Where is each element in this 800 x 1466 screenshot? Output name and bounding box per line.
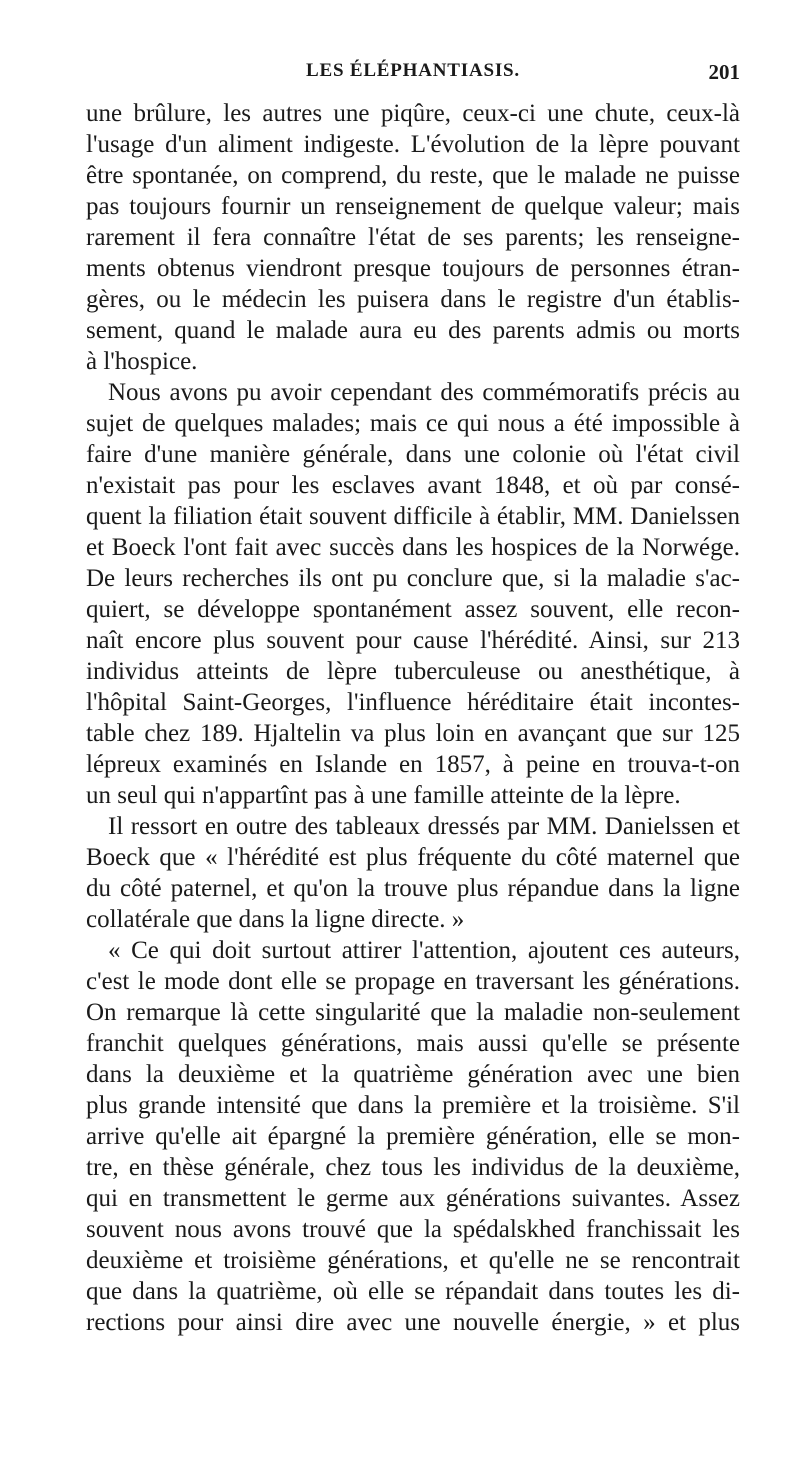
text-line: collatérale que dans la ligne directe. »: [86, 906, 465, 933]
text-line: Il ressort en outre des tableaux dressés par MM. Danielssen et: [108, 813, 740, 840]
text-line: faire d'une manière générale, dans une colonie où l'état civil: [86, 441, 740, 468]
text-line: sujet de quelques malades; mais ce qui nous a été impossible à: [86, 410, 740, 437]
text-line: franchit quelques générations, mais aussi qu'elle se présente: [86, 1030, 740, 1057]
text-line: plus grande intensité que dans la première et la troisième. S'il: [86, 1092, 740, 1119]
text-line: rections pour ainsi dire avec une nouvelle énergie, » et plus: [86, 1309, 740, 1336]
text-line: deuxième et troisième générations, et qu'elle ne se rencontrait: [86, 1247, 740, 1274]
text-line: qui en transmettent le germe aux générations suivantes. Assez: [86, 1185, 740, 1212]
text-line: On remarque là cette singularité que la maladie non-seulement: [86, 999, 740, 1026]
text-line: De leurs recherches ils ont pu conclure que, si la maladie s'ac-: [86, 565, 740, 592]
text-line: tre, en thèse générale, chez tous les individus de la deuxième,: [86, 1154, 740, 1181]
text-line: dans la deuxième et la quatrième génération avec une bien: [86, 1061, 740, 1088]
text-line: souvent nous avons trouvé que la spédalskhed franchissait les: [86, 1216, 740, 1243]
text-line: n'existait pas pour les esclaves avant 1848, et où par consé-: [86, 472, 740, 499]
text-line: « Ce qui doit surtout attirer l'attention, ajoutent ces auteurs,: [108, 937, 740, 964]
text-line: c'est le mode dont elle se propage en traversant les générations.: [86, 968, 740, 995]
text-line: Boeck que « l'hérédité est plus fréquente du côté maternel que: [86, 844, 740, 871]
text-line: arrive qu'elle ait épargné la première génération, elle se mon-: [86, 1123, 740, 1150]
text-line: gères, ou le médecin les puisera dans le registre d'un établis-: [86, 286, 740, 313]
text-line: ments obtenus viendront presque toujours de personnes étran-: [86, 255, 740, 282]
text-line: pas toujours fournir un renseignement de quelque valeur; mais: [86, 193, 740, 220]
text-line: lépreux examinés en Islande en 1857, à peine en trouva-t-on: [86, 751, 740, 778]
paragraph: [86, 935, 740, 1338]
running-title: LES ÉLÉPHANTIASIS.: [306, 60, 520, 81]
text-line: naît encore plus souvent pour cause l'hérédité. Ainsi, sur 213: [86, 627, 740, 654]
text-line: une brûlure, les autres une piqûre, ceux-ci une chute, ceux-là: [86, 100, 740, 127]
text-line: que dans la quatrième, où elle se répandait dans toutes les di-: [86, 1278, 740, 1305]
paragraph: [86, 98, 740, 377]
text-line: un seul qui n'appartînt pas à une famille atteinte de la lèpre.: [86, 782, 681, 809]
text-line: individus atteints de lèpre tuberculeuse ou anesthétique, à: [86, 658, 740, 685]
text-line: être spontanée, on comprend, du reste, que le malade ne puisse: [86, 162, 740, 189]
running-head: [86, 60, 740, 88]
text-line: rarement il fera connaître l'état de ses parents; les renseigne-: [86, 224, 740, 251]
text-line: à l'hospice.: [86, 348, 198, 375]
text-line: l'usage d'un aliment indigeste. L'évolution de la lèpre pouvant: [86, 131, 740, 158]
text-line: sement, quand le malade aura eu des parents admis ou morts: [86, 317, 740, 344]
paragraph: [86, 377, 740, 811]
text-line: l'hôpital Saint-Georges, l'influence héréditaire était incontes-: [86, 689, 740, 716]
page-number: 201: [708, 60, 740, 84]
paragraph: [86, 811, 740, 935]
text-line: du côté paternel, et qu'on la trouve plus répandue dans la ligne: [86, 875, 740, 902]
text-line: quent la filiation était souvent difficile à établir, MM. Danielssen: [86, 503, 740, 530]
text-line: Nous avons pu avoir cependant des commémoratifs précis au: [108, 379, 740, 406]
text-line: quiert, se développe spontanément assez souvent, elle recon-: [86, 596, 740, 623]
text-line: et Boeck l'ont fait avec succès dans les hospices de la Norwége.: [86, 534, 740, 561]
body-text: [86, 98, 740, 1338]
text-line: table chez 189. Hjaltelin va plus loin en avançant que sur 125: [86, 720, 740, 747]
